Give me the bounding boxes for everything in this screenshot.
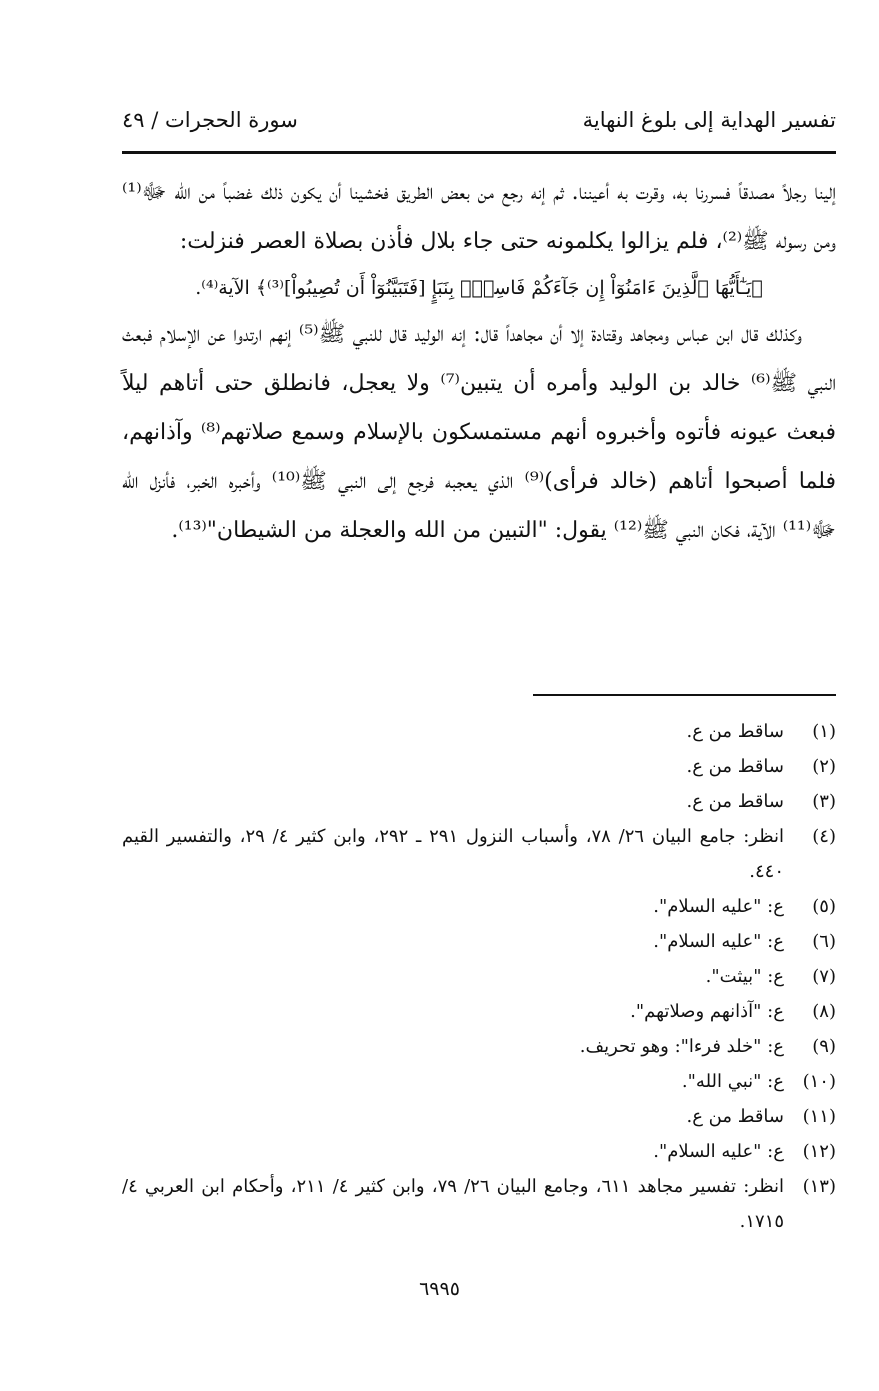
running-header (122, 108, 836, 144)
footnote-text: ع: "نبي الله". (681, 1071, 784, 1092)
footnote-number: (٤) (812, 826, 836, 847)
footnote-item (122, 714, 836, 749)
footnote-text: ع: "عليه السلام". (653, 1141, 784, 1162)
footnote-item (122, 959, 836, 994)
footnote-number: (٦) (812, 931, 836, 952)
footnote-number: (١) (812, 721, 836, 742)
footnote-item (122, 784, 836, 819)
footnote-item (122, 749, 836, 784)
footnote-text: انظر: تفسير مجاهد ٦١١، وجامع البيان ٢٦/ ٧٩، وابن كثير ٤/ ٢١١، وأحكام ابن العربي ٤/ ١٧١٥. (122, 1176, 784, 1232)
main-text (122, 168, 836, 555)
footnote-text: ع: "عليه السلام". (653, 896, 784, 917)
page-number: ٦٩٩٥ (419, 1278, 460, 1300)
footnote-item (122, 994, 836, 1029)
footnote-item (122, 819, 836, 889)
footnotes (122, 714, 836, 1239)
footnote-number: (١١) (802, 1106, 836, 1127)
footnote-item (122, 1099, 836, 1134)
footnote-number: (٨) (812, 1001, 836, 1022)
footnote-number: (٩) (812, 1036, 836, 1057)
footnote-text: ع: "عليه السلام". (653, 931, 784, 952)
footnote-item (122, 889, 836, 924)
footnote-text: ساقط من ع. (686, 756, 784, 777)
footnote-item (122, 1029, 836, 1064)
footnote-text: ع: "آذانهم وصلاتهم". (630, 1001, 784, 1022)
footnote-text: ساقط من ع. (686, 721, 784, 742)
paragraph-1: إلينا رجلاً مصدقاً فسررنا به، وقرت به أعيننا. ثم إنه رجع من بعض الطريق فخشينا أن يكون ذلك غضباً من الله ﷻ⁽¹⁾ ومن رسوله ﷺ⁽²⁾، فلم يزالوا يكلمونه حتى جاء بلال فأذن بصلاة العصر فنزلت: (122, 180, 836, 254)
footnote-number: (٣) (812, 791, 836, 812)
paragraph-2: وكذلك قال ابن عباس ومجاهد وقتادة إلا أن مجاهداً قال: إنه الوليد قال للنبي ﷺ⁽⁵⁾ إنهم ارتدوا عن الإسلام فبعث النبي ﷺ⁽⁶⁾ خالد بن الوليد وأمره أن يتبين⁽⁷⁾ ولا يعجل، فانطلق حتى أتاهم ليلاً فبعث عيونه فأتوه وأخبروه أنهم مستمسكون بالإسلام وسمع صلاتهم⁽⁸⁾ وآذانهم، فلما أصبحوا أتاهم (خالد فرأى)⁽⁹⁾ الذي يعجبه فرجع إلى النبي ﷺ⁽¹⁰⁾ وأخبره الخبر، فأنزل الله ﷻ⁽¹¹⁾ الآية، فكان النبي ﷺ⁽¹²⁾ يقول: "التبين من الله والعجلة من الشيطان"⁽¹³⁾. (122, 322, 836, 543)
footnote-item (122, 924, 836, 959)
footnote-number: (١٣) (802, 1176, 836, 1197)
footnote-number: (٧) (812, 966, 836, 987)
footnote-number: (٢) (812, 756, 836, 777)
footnote-number: (٥) (812, 896, 836, 917)
quran-verse: ﴿يَـٰٓأَيُّهَا ٱلَّذِينَ ءَامَنُوٓاْ إِن جَآءَكُمْ فَاسِقٌۢ بِنَبَإٍ [فَتَبَيَّنُوٓاْ أَن تُصِيبُواْ]⁽³⁾﴾ الآية⁽⁴⁾. (195, 277, 763, 299)
surah-page-label: سورة الحجرات / ٤٩ (122, 108, 298, 132)
footnote-number: (١٠) (802, 1071, 836, 1092)
footnote-divider (533, 694, 836, 696)
book-title: تفسير الهداية إلى بلوغ النهاية (582, 108, 836, 132)
footnote-text: ع: "بيثت". (705, 966, 784, 987)
footnote-item (122, 1169, 836, 1239)
footnote-text: ع: "خلد فرءا": وهو تحريف. (579, 1036, 784, 1057)
footnote-item (122, 1134, 836, 1169)
header-divider (122, 151, 836, 154)
footnote-text: انظر: جامع البيان ٢٦/ ٧٨، وأسباب النزول ٢٩١ ـ ٢٩٢، وابن كثير ٤/ ٢٩، والتفسير القيم ٤٤٠. (122, 826, 785, 882)
footnote-text: ساقط من ع. (686, 1106, 784, 1127)
footnote-item (122, 1064, 836, 1099)
footnote-number: (١٢) (802, 1141, 836, 1162)
footnote-text: ساقط من ع. (686, 791, 784, 812)
